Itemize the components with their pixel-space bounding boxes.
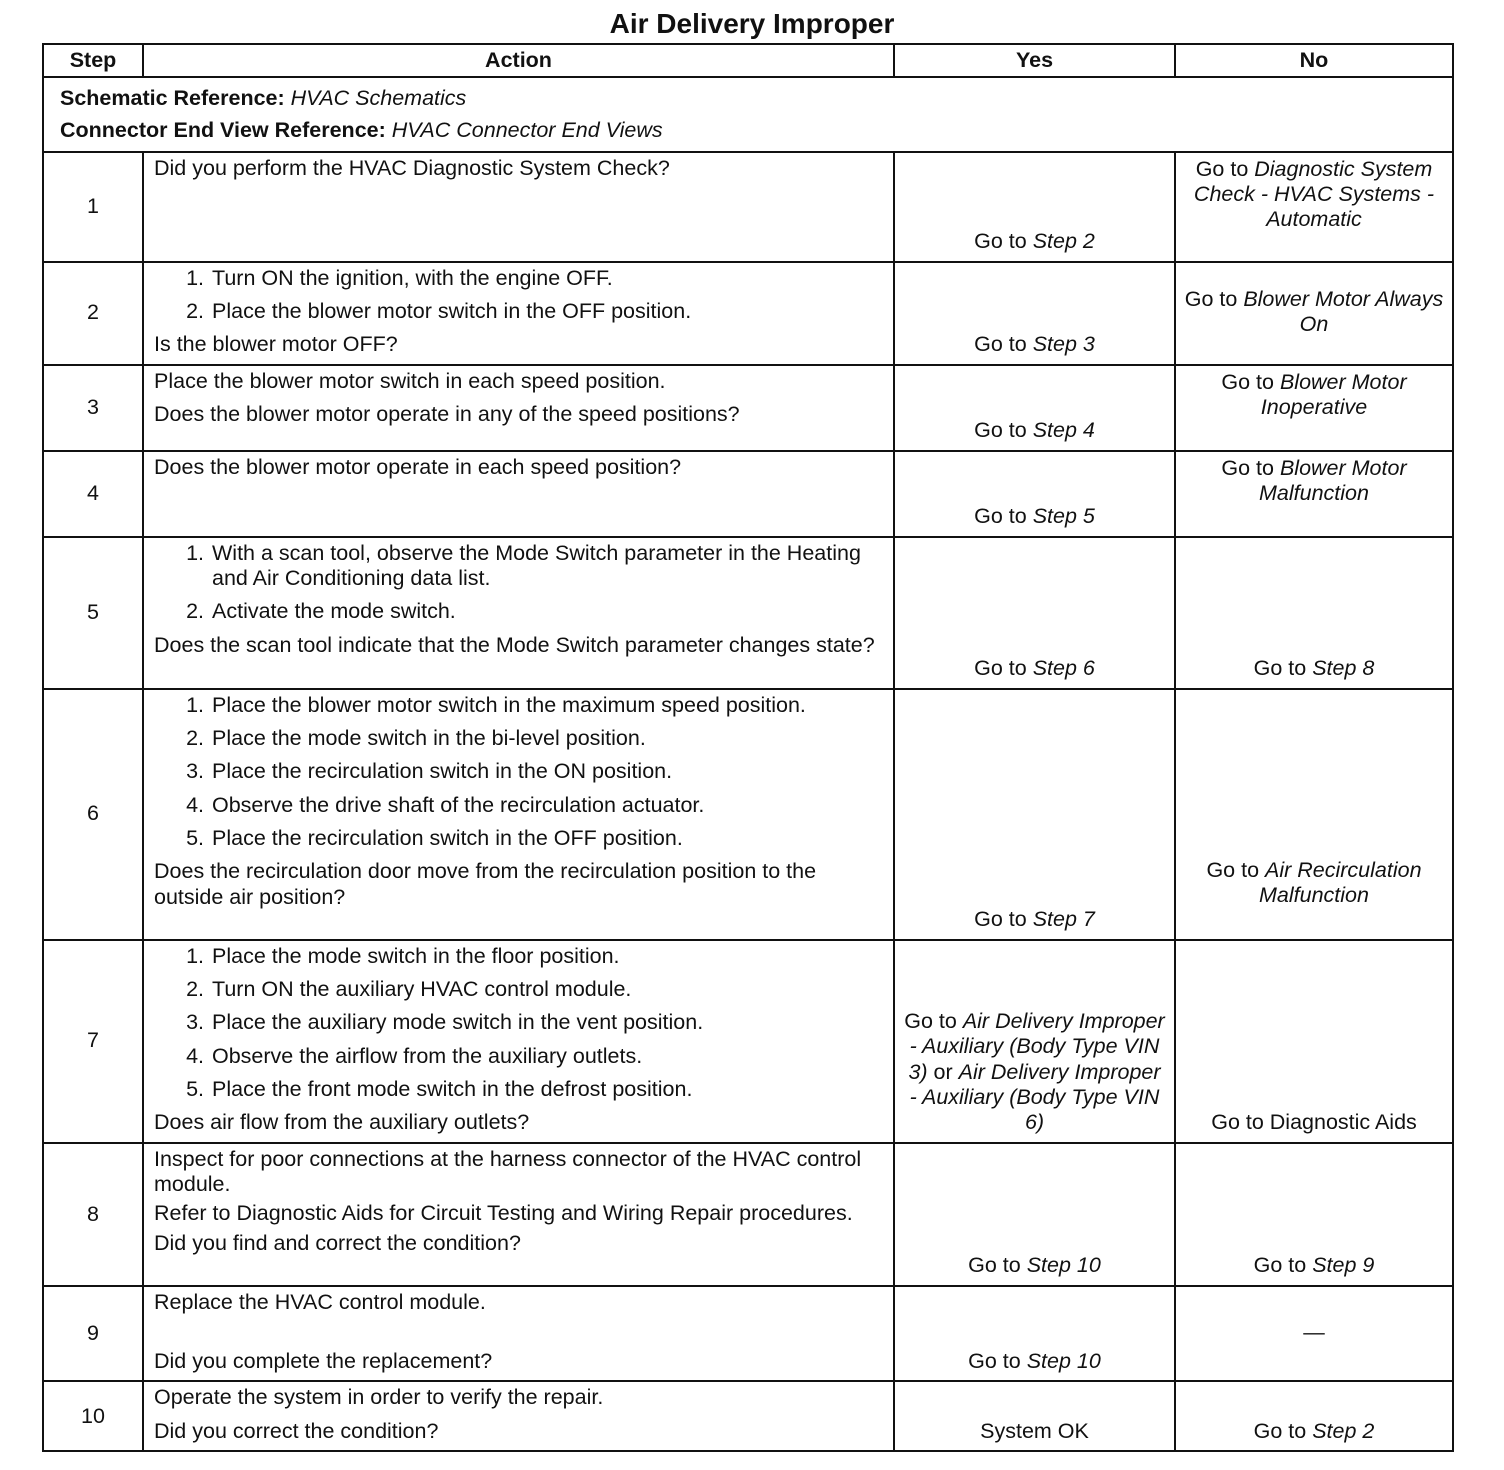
instruction: Place the blower motor switch in each speed position. xyxy=(154,368,666,393)
procedure-list xyxy=(154,693,885,852)
page-title: Air Delivery Improper xyxy=(609,8,895,39)
or-text: or xyxy=(927,1059,959,1084)
yes-cell xyxy=(894,365,1175,451)
table-row xyxy=(43,689,1453,940)
question: Did you find and correct the condition? xyxy=(154,1230,521,1255)
goto-text: Go to xyxy=(974,504,1033,529)
table-row xyxy=(43,451,1453,537)
no-cell xyxy=(1175,451,1453,537)
header-yes: Yes xyxy=(894,44,1175,77)
procedure-step: 4. Observe the drive shaft of the recirculation actuator. xyxy=(210,793,885,818)
instruction: Operate the system in order to verify the repair. xyxy=(154,1385,604,1410)
table-row xyxy=(43,1143,1453,1286)
question: Is the blower motor OFF? xyxy=(154,332,398,357)
table-row xyxy=(43,537,1453,689)
action-cell xyxy=(143,1381,894,1451)
yes-cell xyxy=(894,537,1175,689)
goto-text: Go to xyxy=(1221,369,1280,394)
no-cell xyxy=(1175,1286,1453,1382)
action-cell xyxy=(143,537,894,689)
connector-reference-link[interactable]: HVAC Connector End Views xyxy=(391,118,663,143)
instruction: Replace the HVAC control module. xyxy=(154,1289,486,1314)
procedure-step: 5. Place the recirculation switch in the OFF position. xyxy=(210,826,885,851)
goto-text: Go to xyxy=(974,907,1033,932)
table-header-row xyxy=(43,44,1453,77)
instruction: Inspect for poor connections at the harness connector of the HVAC control module. xyxy=(154,1146,862,1197)
question: Does air flow from the auxiliary outlets? xyxy=(154,1110,530,1135)
yes-link[interactable]: Step 10 xyxy=(1026,1253,1101,1278)
step-number: 2 xyxy=(43,262,143,365)
goto-text: Go to xyxy=(968,1253,1027,1278)
yes-link-aux-vin6[interactable]: Air Delivery Improper - Auxiliary (Body Type VIN 6) xyxy=(909,1059,1161,1135)
goto-text: Go to xyxy=(1195,156,1255,181)
procedure-step: 1. Turn ON the ignition, with the engine OFF. xyxy=(210,266,885,291)
table-row xyxy=(43,1381,1453,1451)
goto-text: Go to xyxy=(974,418,1033,443)
procedure-list xyxy=(154,944,885,1103)
action-cell xyxy=(143,152,894,262)
no-cell xyxy=(1175,262,1453,365)
action-cell xyxy=(143,689,894,940)
action-cell xyxy=(143,262,894,365)
no-link[interactable]: Step 2 xyxy=(1312,1418,1375,1443)
goto-text: Go to xyxy=(1184,286,1244,311)
procedure-list xyxy=(154,266,885,325)
no-link[interactable]: Blower Motor Malfunction xyxy=(1259,455,1407,505)
step-number: 9 xyxy=(43,1286,143,1382)
goto-text: Go to xyxy=(974,229,1033,254)
table-row xyxy=(43,940,1453,1143)
procedure-step: 3. Place the auxiliary mode switch in the vent position. xyxy=(210,1010,885,1035)
no-link[interactable]: Go to Diagnostic Aids xyxy=(1211,1110,1417,1135)
yes-link[interactable]: Step 3 xyxy=(1032,332,1095,357)
yes-cell xyxy=(894,152,1175,262)
procedure-step: 3. Place the recirculation switch in the ON position. xyxy=(210,759,885,784)
question: Does the blower motor operate in each speed position? xyxy=(154,454,682,479)
yes-cell xyxy=(894,1381,1175,1451)
table-row xyxy=(43,152,1453,262)
step-number: 4 xyxy=(43,451,143,537)
question: Did you perform the HVAC Diagnostic System Check? xyxy=(154,155,670,180)
question: Did you correct the condition? xyxy=(154,1418,439,1443)
step-number: 7 xyxy=(43,940,143,1143)
step-number: 8 xyxy=(43,1143,143,1286)
no-cell xyxy=(1175,1143,1453,1286)
yes-link[interactable]: Step 5 xyxy=(1032,504,1095,529)
yes-link[interactable]: Step 7 xyxy=(1032,907,1095,932)
yes-cell xyxy=(894,262,1175,365)
action-cell xyxy=(143,1143,894,1286)
question: Does the recirculation door move from the recirculation position to the outside air position? xyxy=(154,859,817,909)
action-cell xyxy=(143,451,894,537)
procedure-step: 1. Place the blower motor switch in the maximum speed position. xyxy=(210,693,885,718)
no-cell xyxy=(1175,537,1453,689)
step-number: 10 xyxy=(43,1381,143,1451)
table-row xyxy=(43,1286,1453,1382)
header-no: No xyxy=(1175,44,1453,77)
yes-link[interactable]: Step 4 xyxy=(1032,418,1095,443)
step-number: 6 xyxy=(43,689,143,940)
yes-cell xyxy=(894,689,1175,940)
connector-reference xyxy=(60,114,1436,146)
procedure-step: 2. Place the mode switch in the bi-level position. xyxy=(210,726,885,751)
no-cell xyxy=(1175,1381,1453,1451)
header-step: Step xyxy=(43,44,143,77)
schematic-reference-link[interactable]: HVAC Schematics xyxy=(290,86,467,110)
not-applicable-dash: — xyxy=(1303,1319,1325,1344)
action-cell xyxy=(143,940,894,1143)
question: Does the scan tool indicate that the Mode Switch parameter changes state? xyxy=(154,632,875,657)
no-link[interactable]: Air Recirculation Malfunction xyxy=(1259,857,1422,908)
yes-cell xyxy=(894,451,1175,537)
action-cell xyxy=(143,1286,894,1382)
procedure-step: 2. Place the blower motor switch in the OFF position. xyxy=(210,299,885,324)
no-link[interactable]: Blower Motor Inoperative xyxy=(1260,369,1407,419)
goto-text: Go to xyxy=(974,332,1033,357)
yes-link-aux-vin3[interactable]: Air Delivery Improper - Auxiliary (Body Type VIN 3) xyxy=(908,1008,1165,1084)
no-link[interactable]: Step 9 xyxy=(1312,1253,1375,1278)
no-cell xyxy=(1175,152,1453,262)
goto-text: Go to xyxy=(1253,1253,1313,1278)
question: Does the blower motor operate in any of the speed positions? xyxy=(154,401,740,426)
procedure-step: 1. With a scan tool, observe the Mode Switch parameter in the Heating and Air Conditioning data list. xyxy=(210,541,885,592)
system-ok-text: System OK xyxy=(980,1418,1089,1443)
yes-cell xyxy=(894,940,1175,1143)
procedure-step: 1. Place the mode switch in the floor position. xyxy=(210,944,885,969)
reference-row xyxy=(43,77,1453,152)
procedure-list xyxy=(154,541,885,625)
diagnostic-table xyxy=(42,43,1454,1452)
table-row xyxy=(43,365,1453,451)
goto-text: Go to xyxy=(974,656,1033,681)
no-cell xyxy=(1175,365,1453,451)
procedure-step: 5. Place the front mode switch in the defrost position. xyxy=(210,1077,885,1102)
no-cell xyxy=(1175,940,1453,1143)
procedure-step: 4. Observe the airflow from the auxiliary outlets. xyxy=(210,1044,885,1069)
step-number: 1 xyxy=(43,152,143,262)
table-row xyxy=(43,262,1453,365)
goto-text: Go to xyxy=(1221,455,1280,480)
step-number: 3 xyxy=(43,365,143,451)
reference-cell xyxy=(43,77,1453,152)
schematic-reference xyxy=(60,82,1436,114)
yes-link[interactable]: Step 10 xyxy=(1026,1349,1101,1374)
action-cell xyxy=(143,365,894,451)
goto-text: Go to xyxy=(968,1349,1027,1374)
no-link[interactable]: Step 8 xyxy=(1312,656,1375,681)
yes-cell xyxy=(894,1286,1175,1382)
step-number: 5 xyxy=(43,537,143,689)
yes-link[interactable]: Step 2 xyxy=(1032,229,1095,254)
schematic-reference-label: Schematic Reference: xyxy=(60,86,285,110)
header-action: Action xyxy=(143,44,894,77)
question: Did you complete the replacement? xyxy=(154,1349,493,1374)
procedure-step: 2. Turn ON the auxiliary HVAC control module. xyxy=(210,977,885,1002)
no-link[interactable]: Diagnostic System Check - HVAC Systems - Automatic xyxy=(1193,156,1435,232)
procedure-step: 2. Activate the mode switch. xyxy=(210,599,885,624)
no-link[interactable]: Blower Motor Always On xyxy=(1243,286,1444,337)
goto-text: Go to xyxy=(1253,1418,1313,1443)
instruction: Refer to Diagnostic Aids for Circuit Testing and Wiring Repair procedures. xyxy=(154,1201,853,1226)
goto-text: Go to xyxy=(1206,857,1266,882)
no-cell xyxy=(1175,689,1453,940)
goto-text: Go to xyxy=(904,1008,963,1033)
yes-link[interactable]: Step 6 xyxy=(1032,656,1095,681)
connector-reference-label: Connector End View Reference: xyxy=(60,118,386,143)
goto-text: Go to xyxy=(1253,656,1313,681)
yes-cell xyxy=(894,1143,1175,1286)
